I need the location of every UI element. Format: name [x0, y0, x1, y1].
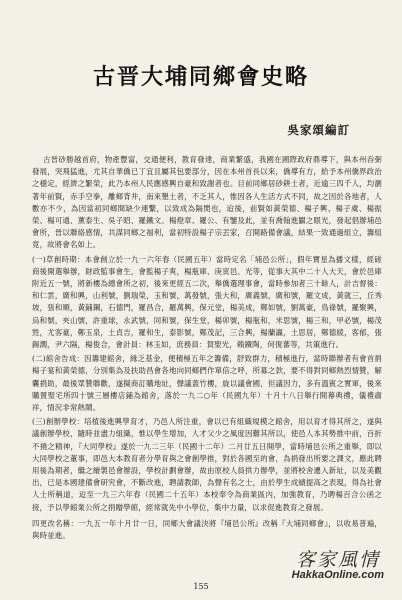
- author-credit: 吳家頌編訂: [287, 123, 350, 137]
- section-rename: 四更改名稱：一九五一年十月廿一日，同鄉大會議決將『埔邑公所』改稱『大埔同鄉會』，以收易普遍，與時並進。: [32, 518, 382, 541]
- section-school: (三)創辦學校：培植後進興學育才，乃邑人所注重，會以已有組織規模之館舍，用以育才得其所之，遂與議創辦學校，隨時並盡力組織，惟以學生增加，人才父少之風度因難其所以，使邑人本其勢推中前，百折不撓之精神，『大同學校』遂於一九二三年（民國十二年）二月廿五日開學，當時埔邑公所之重舉，即以大同學校之董事，即邑大本教育者分學育與之會創學推，對於各國至的會，為捐發出所要之課文，應此聘用後為期者，繼之繪製邑會辦設，學校計劃會辦，故由原校人員拱力辦學，並將校舍遷入新址，以及美觀出，已是本國建備會研究會，不斷改進，聘請教師，為聲有名之士，由於學生成績提高之表現，得為社會人士所稱道，迨至一九三六年春（民國二十五年）本校奉令為商業區內，加強教育，乃聘楊百合公函之接，予以學館業公所之捐贈學館，經常就先中小學位，集中力量，以求促進教育之發展。: [32, 417, 382, 512]
- page-number: 155: [193, 582, 209, 591]
- intro-paragraph: 古晉砂勝越首府，物產豐富，交通便利，教育發達，商業繁盛，我國在國際政府鼎導下，與本州吞弼發展，突飛猛進，尤其自華僑已丁宜且屬其包要部分，因在本州首長以來，僑導有方，給予本州僑界政治之穩定，經濟之繁榮，此乃本州人民應感興自豪和致謝者也。目前同鄉居砂耕土者，近逾三四千人，均瀏著年前賢，赤手空拳，離鄉背井，南來墾土者，不乏其人，惟因各人生活方式不同，故之因於各地者，人數亦不少，為因當初同鄉間缺少連繫，以致成為隔閡也，迨後，前賢如黃榮德、楊子興、楊子虞、楊振榮、楊可通、薰泰生、吳子昭、羅鐵文、楊燈章、羅公、有鑒及此，並有喬翰進闢之眼光，發起倡辦埔邑會所，晉以聯絡感情，共謀同鄉之福利，當初特設楊子宗丟家，召開路備會議，結果一致通過組立，籌組竟，故將會名如上。: [32, 155, 382, 250]
- article-body: [32, 154, 382, 544]
- site-watermark: HakkaOnline.com: [291, 569, 384, 581]
- hakka-seal-watermark: 客家風情: [295, 549, 380, 571]
- section-founding: (一)草創時期：本會創立於一九一六年春（民國五年）當時定名「埔邑公所」，假年寶星為播文樣，經磋商後開選舉辦，財政監事會生，會監楊子爽，楊瓶庫、庚寅邑、光等，從事大其中二十人大天，會於邑庫附近五一號，將新樓為總會所之初，後來更經五二次，舉僑選理事會，當時參加者三十餘人，計吉督後：和仁雲，廣和興，山利號，劉瑞榮，玉和號，萬發號，張大和，廣義號，廣和號，羅文成，黃就三，丘秀坡，張和順，黃鋪鋼，石德門，羅昌合，羅萬興，保元堂，楊美成，鄭如號，劉萬豪，鳥祿號，羅聚興，烏和號，夾山號，許重球，永武號，同和號，保生堂，楊卯號，楊瓶和，米思號，楊三和，甲必號，楊茂甡，尤客豪，鄭玉泉，土貞吉，羅和生，泰影號，鄭茂記，三合興，楊蘭瀛，土思居，鄭德綾，客郁，張錫潤，尹六隔，楊俊合，會計員：林玉如，庶務員：賀聖光，賴鐵陶，何復蕃等，共策進行。: [32, 254, 382, 350]
- section-building: (二)館舍告成：因籌建館舍，緣乏基金，便積極五年之籌備，舒致群力，積極進行，當時聯辦者有會首捐楊子宴和黃榮德，分別集為及扶助昌會各地向同鄉們作單倍之呼，所募之款，要不得對同鄉熱烈情贊，解囊捐助，最後眾贊聯歡，遂擬商訂購地址，聲議蓋竹樓，旋以議會國，但議因力，多有溫賓之實軍，後來購置聖宅所四十號三層樓店鋪為館舍，落於一九二○年（民國九年）十月十八日舉行開幕典禮，儀禮肅祥，情況非常熱鬧。: [32, 354, 382, 413]
- page-title: 古晋大埔同鄉會史略: [92, 64, 309, 90]
